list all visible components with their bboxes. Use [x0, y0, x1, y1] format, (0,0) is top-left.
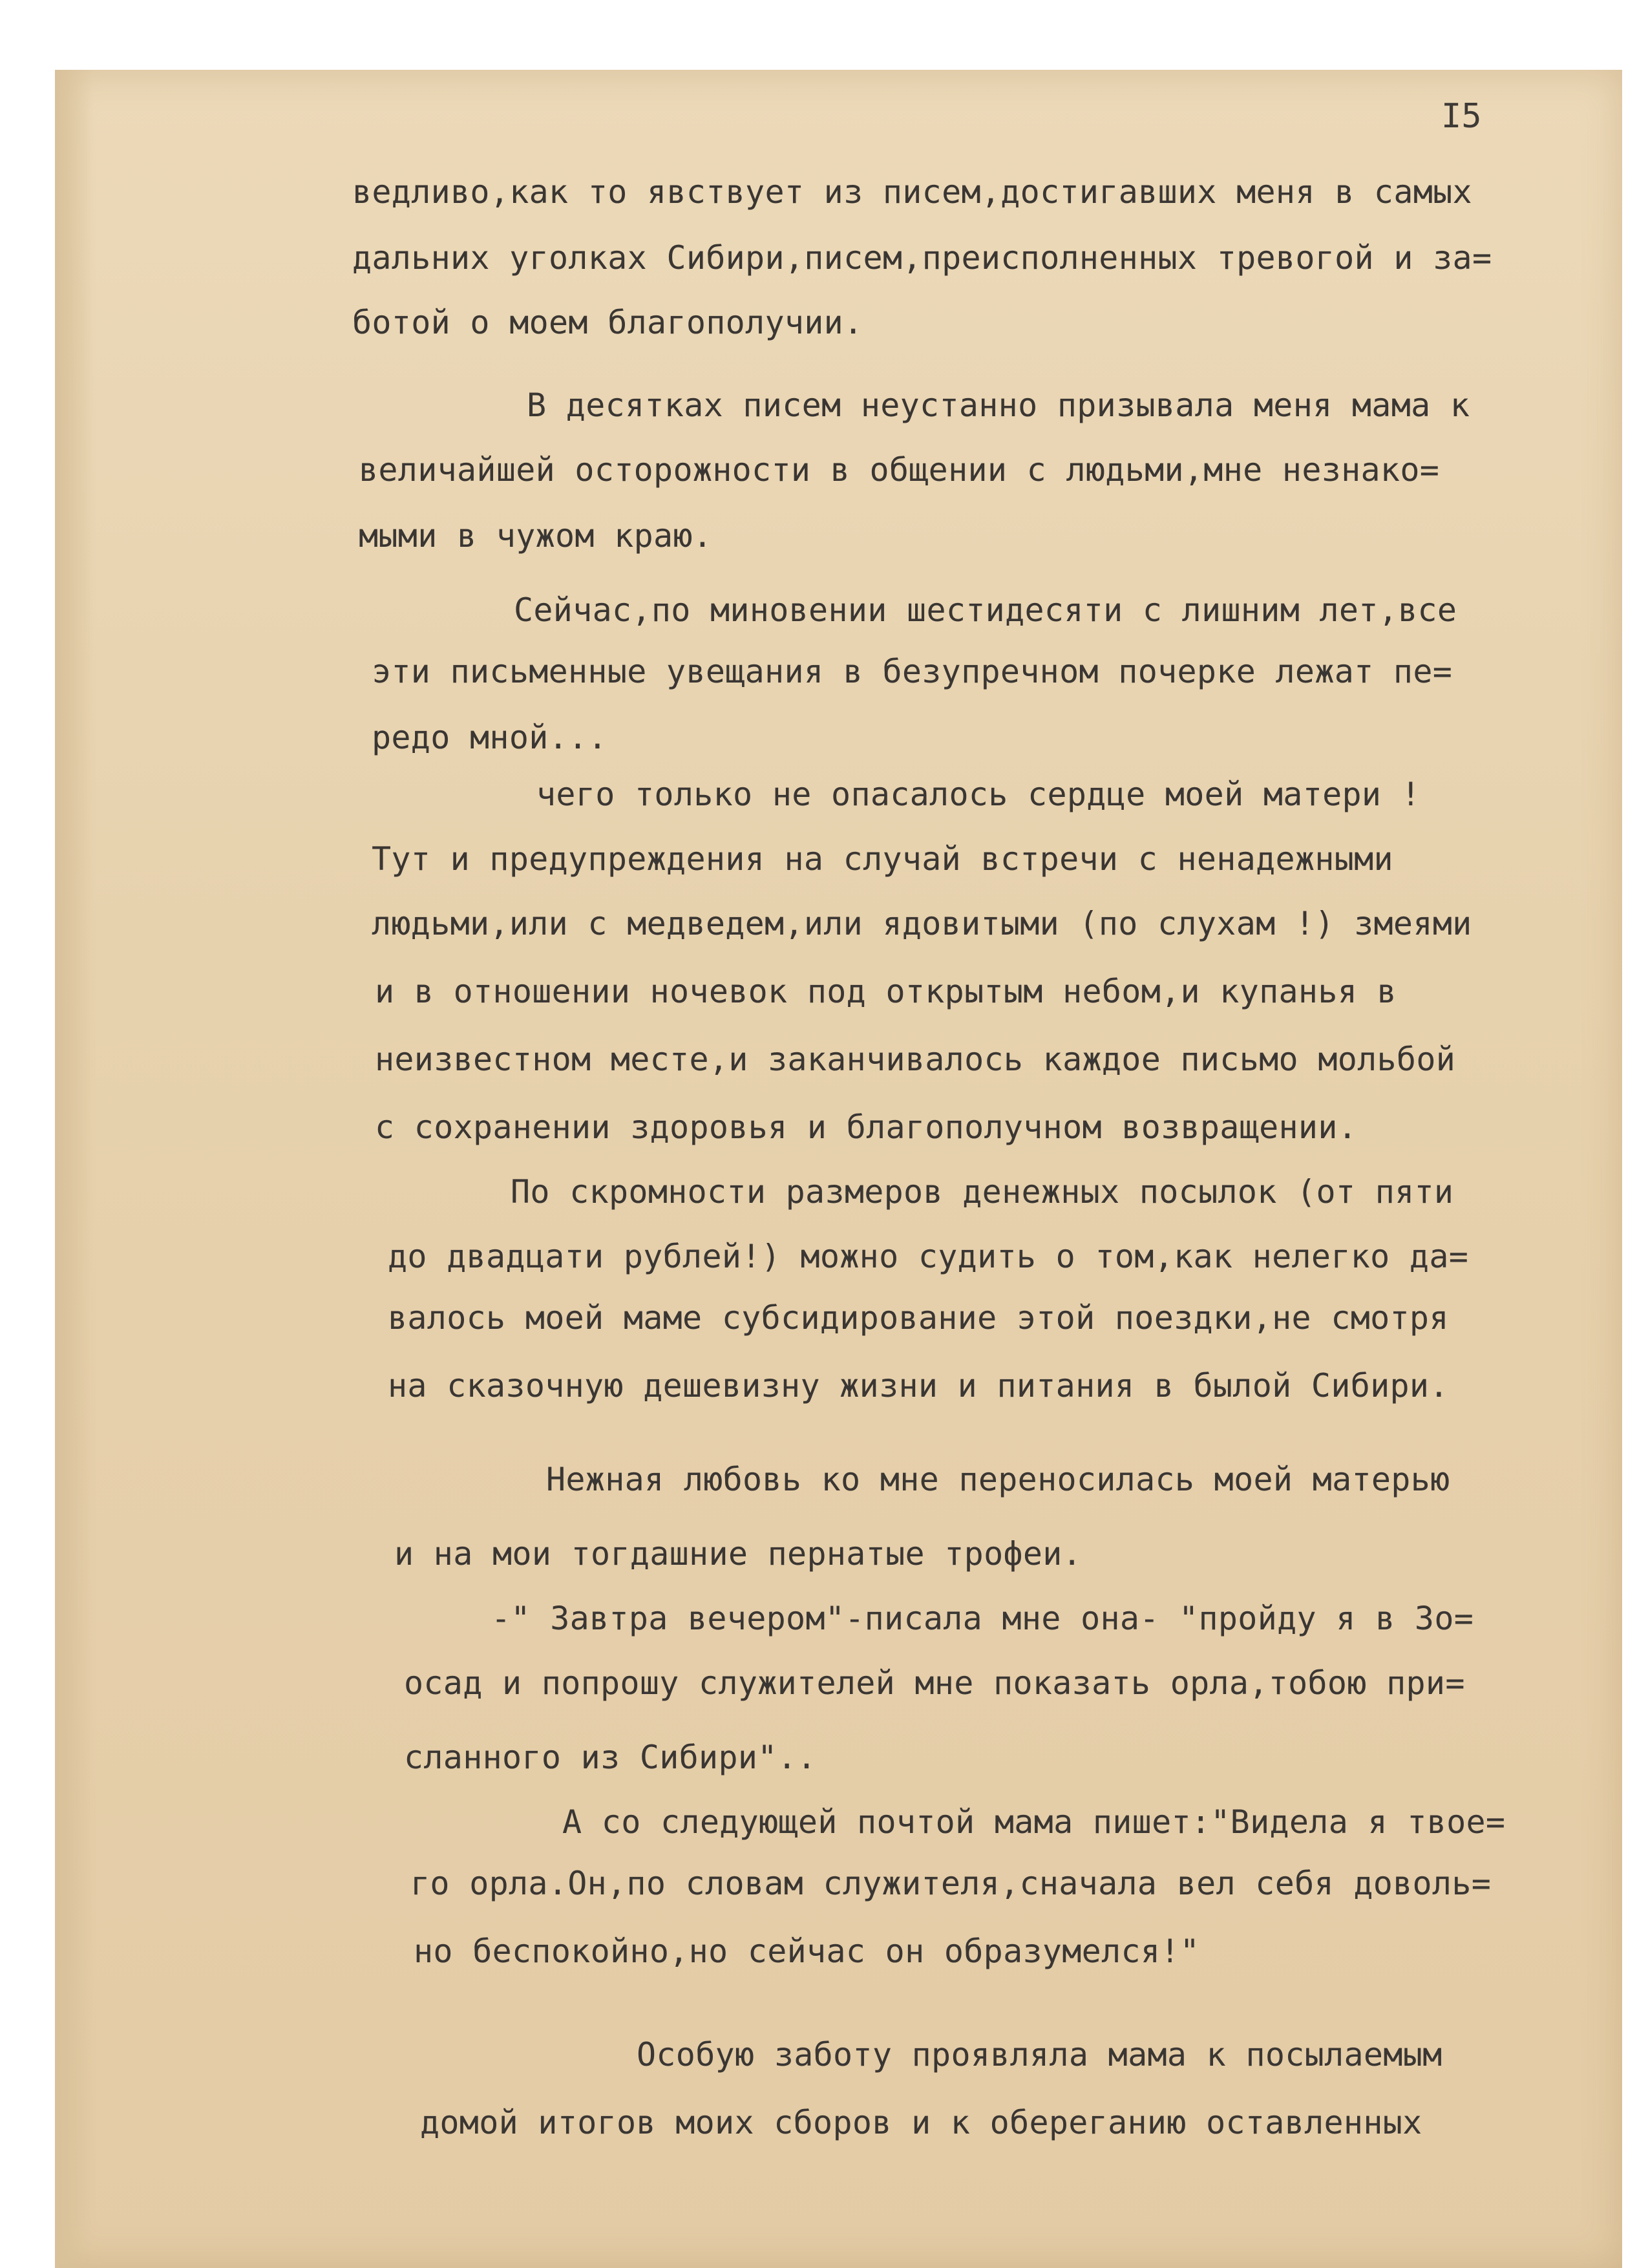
text-line: осад и попрошу служителей мне показать орла,тобою при= [404, 1664, 1465, 1702]
text-line: на сказочную дешевизну жизни и питания в былой Сибири. [388, 1367, 1449, 1404]
text-line: дальних уголках Сибири,писем,преисполненных тревогой и за= [352, 239, 1492, 277]
text-line: Особую заботу проявляла мама к посылаемым [637, 2036, 1442, 2073]
text-line: и в отношении ночевок под открытым небом,и купанья в [375, 973, 1397, 1010]
text-line: Сейчас,по миновении шестидесяти с лишним лет,все [514, 591, 1457, 629]
text-line: чего только не опасалось сердце моей матери ! [536, 776, 1421, 813]
text-line: редо мной... [372, 719, 607, 756]
text-line: А со следующей почтой мама пишет:"Видела я твое= [562, 1803, 1506, 1841]
text-line: мыми в чужом краю. [359, 517, 713, 555]
page-number: I5 [1441, 97, 1482, 136]
text-line: но беспокойно,но сейчас он образумелся!" [414, 1933, 1200, 1970]
text-line: сланного из Сибири".. [404, 1739, 817, 1776]
text-line: неизвестном месте,и заканчивалось каждое письмо мольбой [375, 1041, 1456, 1078]
text-line: и на мои тогдашние пернатые трофеи. [394, 1535, 1083, 1573]
text-line: валось моей маме субсидирование этой поездки,не смотря [388, 1299, 1449, 1337]
text-line: Нежная любовь ко мне переносилась моей матерью [546, 1461, 1450, 1498]
text-line: до двадцати рублей!) можно судить о том,как нелегко да= [388, 1238, 1469, 1275]
text-line: величайшей осторожности в общении с людьми,мне незнако= [359, 451, 1440, 489]
text-line: людьми,или с медведем,или ядовитыми (по слухам !) змеями [372, 905, 1472, 942]
text-line: -" Завтра вечером"-писала мне она- "пройду я в Зо= [491, 1600, 1474, 1637]
text-line: домой итогов моих сборов и к обереганию оставленных [420, 2104, 1422, 2141]
text-line: ведливо,как то явствует из писем,достигавших меня в самых [352, 173, 1472, 211]
text-line: с сохранении здоровья и благополучном возвращении. [375, 1108, 1358, 1146]
text-line: В десятках писем неустанно призывала меня мама к [527, 387, 1470, 424]
text-line: По скромности размеров денежных посылок (от пяти [511, 1173, 1454, 1211]
text-line: Тут и предупреждения на случай встречи с ненадежными [372, 840, 1393, 878]
text-line: эти письменные увещания в безупречном почерке лежат пе= [372, 653, 1453, 690]
text-line: ботой о моем благополучии. [352, 304, 863, 341]
text-line: го орла.Он,по словам служителя,сначала вел себя доволь= [410, 1865, 1492, 1902]
